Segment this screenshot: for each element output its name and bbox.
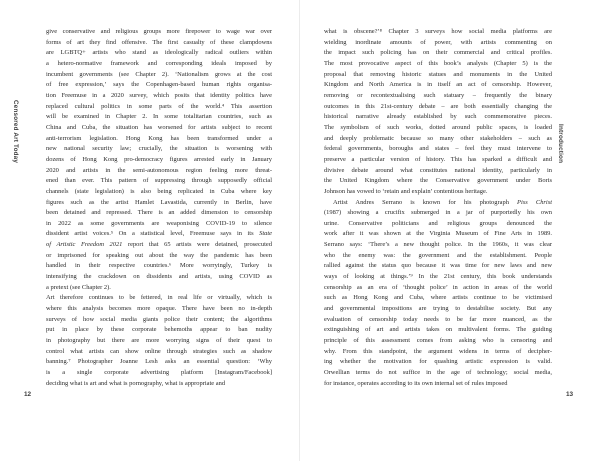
text-line: federal governments, boroughs and states – feel they must intervene to — [324, 145, 552, 153]
text-line: dozens of Hong Kong pro-democracy figures arrested early in January — [46, 155, 272, 163]
text-line: anti-terrorism legislation. Hong Kong has been transformed under a — [46, 134, 272, 142]
text-line: been detained and repressed. There is an added dimension to censorship — [46, 209, 272, 217]
text-line: new national security law; crucially, the situation is worsening with — [46, 145, 272, 153]
text-line: who the enemy was: the government and the establishment. People — [324, 251, 552, 259]
text-line: Johnson has vowed to ‘retain and explain’ contentious heritage. — [324, 187, 488, 195]
text-line: work after it was shown at the Virginia Museum of Fine Arts in 1989. — [324, 230, 552, 238]
text-line: banning.⁷ Photographer Joanne Lesh asks an essential question: ‘Why — [46, 358, 272, 366]
text-line: Artist Andres Serrano is known for his photograph Piss Christ — [333, 198, 552, 206]
left-running-head: Censored Art Today — [12, 100, 19, 164]
right-page-number: 13 — [566, 391, 574, 398]
text-line: evaluation of censorship today needs to be far more nuanced, as the — [324, 315, 552, 323]
text-line: why. From this standpoint, the argument widens in terms of decipher- — [324, 347, 552, 355]
right-page-text-column — [324, 27, 552, 389]
text-line: incumbent governments (see Chapter 2). ‘Nationalism grows at the cost — [46, 70, 272, 78]
text-line: ened than ever. This pattern of suppressing through supposedly official — [46, 177, 272, 185]
text-line: in 2022 as some governments are weaponising COVID-19 to silence — [46, 219, 272, 227]
text-line: a hetero-normative framework and corresponding ideals imposed by — [46, 59, 272, 67]
text-line: replaced cultural politics in some parts of the world.⁴ This assertion — [46, 102, 272, 110]
text-line: give conservative and religious groups more firepower to wage war over — [46, 28, 272, 35]
text-line: handled in their respective countries.⁶ More worryingly, Turkey is — [46, 262, 272, 270]
text-line: Orwellian terms do not suffice in the age of technology; social media, — [324, 369, 552, 376]
text-line: tion Freemuse in a 2020 survey, which posits that identity politics have — [46, 91, 272, 99]
text-line: of free expression,’ says the Copenhagen-based human rights organisa- — [46, 81, 272, 89]
text-line: a pretext (see Chapter 2). — [46, 283, 111, 291]
text-line: rallied against the status quo because it was time for new laws and new — [324, 262, 552, 270]
text-line: 2020 and artists in the semi-autonomous region feeling more threat- — [46, 166, 272, 174]
text-line: dissident artist voices.⁵ On a statistical level, Freemuse says in its State — [46, 230, 272, 238]
right-running-head: Introduction — [557, 124, 564, 164]
text-line: put in place by these corporate behemoths appear to ban nudity — [46, 326, 272, 334]
right-page — [300, 0, 600, 461]
text-line: or imprisoned for speaking out about the way the pandemic has been — [46, 251, 272, 259]
left-page-text-column — [46, 27, 272, 389]
text-line: China and Cuba, the situation has worsened for artists subject to recent — [46, 123, 272, 131]
text-line: what is obscene?’⁸ Chapter 3 surveys how social media platforms are — [324, 28, 552, 35]
text-line: censorship as an era of ‘thought police’ in action in areas of the world — [324, 283, 552, 291]
text-line: the impact such policing has on their commercial and critical profiles. — [324, 49, 552, 57]
text-line: Kingdom and North America is in itself an act of censorship. However, — [324, 81, 552, 89]
text-line: will be examined in Chapter 2. In some totalitarian countries, such as — [46, 113, 272, 121]
text-line: and governmental impositions are trying to destabilise society. But any — [324, 305, 552, 313]
text-line: extinguishing of art and artists takes on multivalent forms. The guiding — [324, 326, 552, 334]
text-line: intensifying the crackdown on dissidents and artists, using COVID as — [46, 273, 272, 281]
text-line: of Artistic Freedom 2021 report that 65 artists were detained, prosecuted — [46, 241, 272, 249]
text-line: preserve a particular version of history. This has sparked a difficult and — [324, 155, 552, 163]
text-line: are LGBTQ+ artists who stand as ideologically radical outliers within — [46, 49, 272, 57]
text-line: channels (state legislation) is also being replicated in Cuba where key — [46, 187, 272, 195]
text-line: control what artists can show online through strategies such as shadow — [46, 347, 272, 355]
text-line: forms of art they find offensive. The first casualty of these clampdowns — [46, 38, 272, 46]
text-line: removing or recontextualising such statuary – frequently the binary — [324, 91, 552, 99]
left-page-number: 12 — [24, 391, 32, 398]
text-line: Serrano says: ‘There’s a new thought police. In the 1960s, it was clear — [324, 241, 552, 249]
text-line: outcomes in this 21st-century debate – are both essentially changing the — [324, 102, 552, 110]
text-line: and deeply problematic because so many other stakeholders – such as — [324, 134, 552, 142]
text-line: where this analysis becomes more opaque. There have been no in-depth — [46, 305, 272, 313]
text-line: The most provocative aspect of this book’s analysis (Chapter 5) is the — [324, 59, 552, 67]
text-line: (1987) showing a crucifix submerged in a jar of purportedly his own — [324, 209, 552, 217]
text-line: urine. Conservative politicians and religious groups denounced the — [324, 219, 552, 227]
text-line: surveys of how social media giants police their content; the algorithms — [46, 315, 272, 323]
text-line: The symbolism of such works, dotted around public spaces, is loaded — [324, 123, 552, 131]
text-line: deciding what is art and what is pornography, what is appropriate and — [46, 379, 226, 387]
text-line: principle of this assessment comes from asking who is censoring and — [324, 337, 552, 345]
text-line: divisive debate around what constitutes national identity, particularly in — [324, 166, 552, 174]
text-line: for instance, operates according to its own internal set of rules imposed — [324, 379, 508, 387]
text-line: ing whether the motivation for quashing artistic expression is valid. — [324, 358, 552, 366]
text-line: proposal that removing historic statues and monuments in the United — [324, 70, 552, 78]
text-line: such as Hong Kong and Cuba, where artists continue to be victimised — [324, 294, 552, 302]
text-line: in photography but there are more worrying signs of their quest to — [46, 337, 272, 345]
text-line: is a single corporate advertising platform [Instagram/Facebook] — [46, 369, 272, 376]
text-line: wielding inordinate amounts of power, with artists commenting on — [324, 38, 552, 46]
text-line: ways of looking at things.’⁹ In the 21st century, this book understands — [324, 273, 552, 281]
text-line: the United Kingdom where the Conservative government under Boris — [324, 177, 552, 185]
text-line: historical narrative already established by such commemorative pieces. — [324, 113, 552, 121]
text-line: figures such as the artist Hamlet Lavastida, currently in Berlin, have — [46, 198, 272, 206]
text-line: Art therefore continues to be fettered, in real life or virtually, which is — [46, 294, 272, 302]
